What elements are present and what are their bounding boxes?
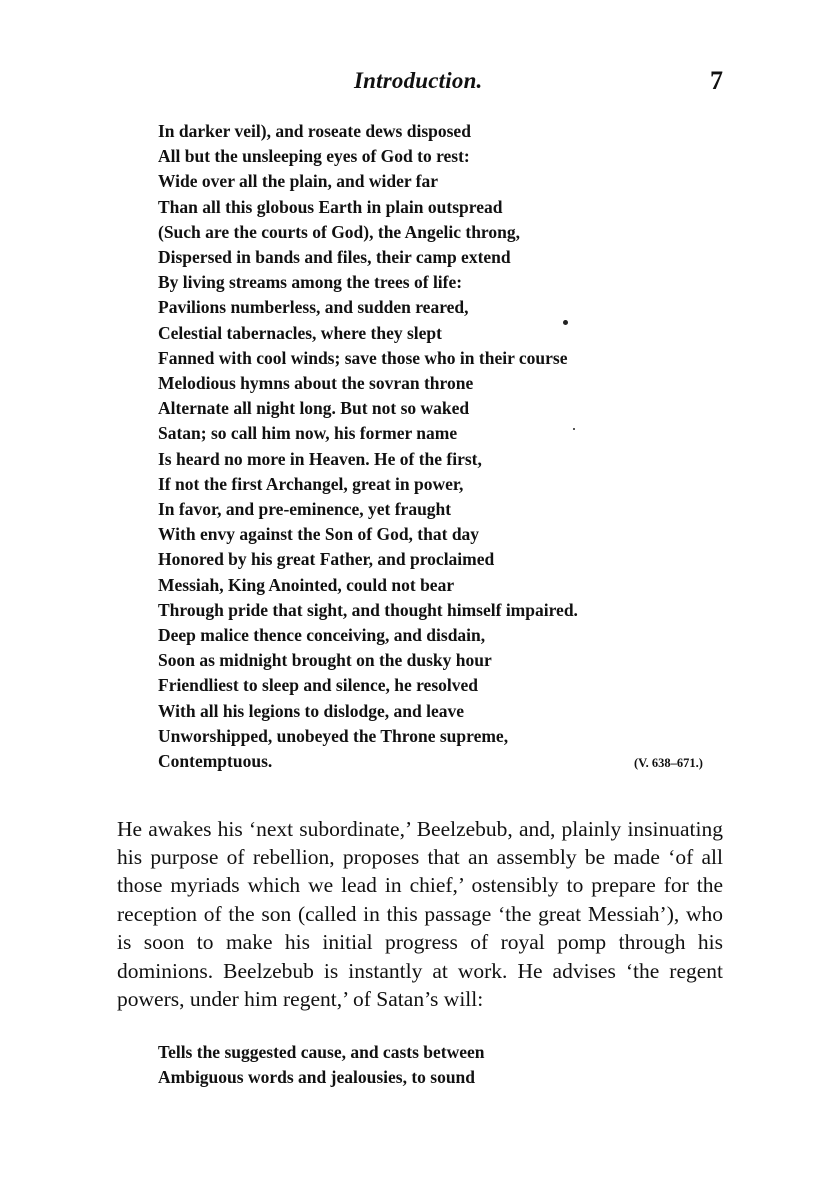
verse-line: Pavilions numberless, and sudden reared, bbox=[158, 297, 469, 318]
verse-line: Tells the suggested cause, and casts between bbox=[158, 1042, 485, 1062]
verse-line: Soon as midnight brought on the dusky hour bbox=[158, 650, 492, 671]
ink-speck bbox=[573, 428, 575, 430]
verse-line: Unworshipped, unobeyed the Throne supreme, bbox=[158, 725, 509, 746]
verse-line: By living streams among the trees of life: bbox=[158, 272, 463, 293]
running-head bbox=[0, 68, 840, 102]
verse-line: Through pride that sight, and thought himself impaired. bbox=[158, 599, 578, 620]
verse-line: (Such are the courts of God), the Angelic throng, bbox=[158, 221, 520, 242]
verse-line: All but the unsleeping eyes of God to rest: bbox=[158, 146, 470, 167]
verse-line: Dispersed in bands and files, their camp extend bbox=[158, 247, 511, 268]
verse-line: Ambiguous words and jealousies, to sound bbox=[158, 1067, 476, 1088]
verse-quotation-1 bbox=[158, 119, 738, 774]
verse-line: Messiah, King Anointed, could not bear bbox=[158, 574, 455, 595]
verse-line: Alternate all night long. But not so waked bbox=[158, 398, 470, 419]
page-number: 7 bbox=[710, 66, 723, 95]
verse-line: Satan; so call him now, his former name bbox=[158, 423, 458, 444]
verse-line: With all his legions to dislodge, and leave bbox=[158, 700, 464, 721]
verse-line: Fanned with cool winds; save those who in their course bbox=[158, 347, 568, 368]
prose-paragraph: He awakes his ‘next subordinate,’ Beelzebub, and, plainly insinuating his purpose of rebellion, proposes that an assembly be made ‘of all those myriads which we lead in chief,’ ostensibly to prepare for the reception of the son (called in this passage ‘the great Messiah’), who is soon to make his initial progress of royal pomp through his dominions. Beelzebub is instantly at work. He advises ‘the regent powers, under him regent,’ of Satan’s will: bbox=[117, 816, 723, 1011]
verse-line: Honored by his great Father, and proclaimed bbox=[158, 549, 495, 570]
verse-line: Melodious hymns about the sovran throne bbox=[158, 373, 474, 394]
line-citation: (V. 638–671.) bbox=[634, 756, 703, 770]
verse-line: Deep malice thence conceiving, and disdain, bbox=[158, 625, 486, 646]
verse-line: Friendliest to sleep and silence, he resolved bbox=[158, 675, 478, 696]
verse-line: With envy against the Son of God, that day bbox=[158, 524, 480, 545]
verse-line: Wide over all the plain, and wider far bbox=[158, 171, 439, 192]
verse-quotation-2 bbox=[158, 1040, 738, 1090]
verse-line: Contemptuous. bbox=[158, 751, 273, 772]
verse-line: Than all this globous Earth in plain outspread bbox=[158, 196, 503, 217]
verse-line: In darker veil), and roseate dews disposed bbox=[158, 121, 471, 141]
running-title: Introduction. bbox=[354, 68, 483, 93]
verse-line: Celestial tabernacles, where they slept bbox=[158, 322, 442, 343]
ink-speck bbox=[563, 320, 568, 325]
verse-line: Is heard no more in Heaven. He of the first, bbox=[158, 448, 482, 469]
verse-line: If not the first Archangel, great in power, bbox=[158, 473, 464, 494]
verse-line: In favor, and pre-eminence, yet fraught bbox=[158, 499, 452, 520]
